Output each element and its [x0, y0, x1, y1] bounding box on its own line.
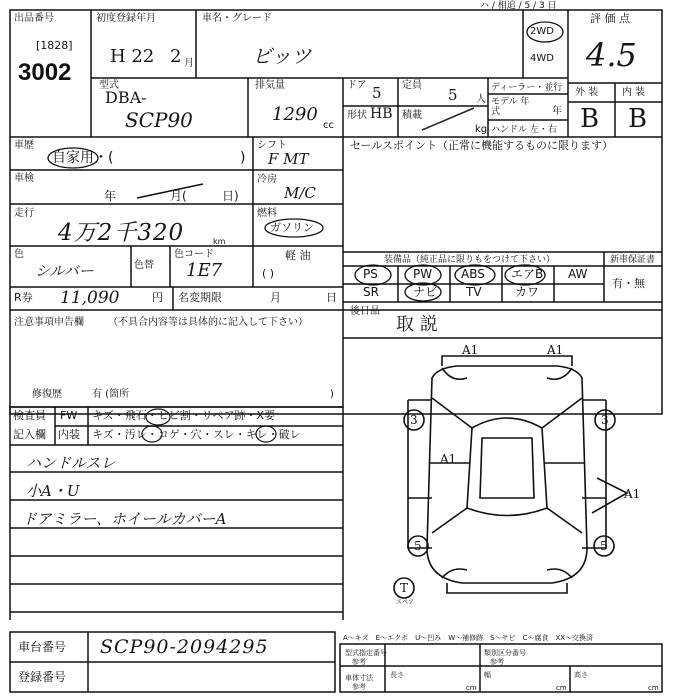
- registration-era-year: H 22: [110, 46, 155, 67]
- drive-2wd: 2WD: [530, 26, 554, 37]
- fuel-paren: ( ): [262, 267, 275, 280]
- mark-5-right: 5: [600, 539, 608, 553]
- lot-sub-number: [1828]: [36, 39, 73, 52]
- handle-label: ハンドル 左・右: [491, 125, 557, 135]
- inspector-circles: [90, 405, 350, 445]
- class-note: 類別区分番号: [484, 649, 526, 657]
- notes-label: 注意事項申告欄: [14, 317, 84, 328]
- vehicle-name: ビッツ: [252, 44, 312, 68]
- ac-label: 冷房: [257, 174, 277, 185]
- drive-circle: [525, 20, 565, 44]
- model-label: 型式: [99, 80, 119, 91]
- model-note: 型式指定番号: [345, 649, 387, 657]
- history-label: 車歴: [14, 140, 34, 151]
- displacement-label: 排気量: [255, 80, 285, 91]
- mark-a1-front-left: A1: [462, 343, 479, 357]
- mark-a1-hood: A1: [440, 452, 457, 466]
- vehicle-name-label: 車名・グレード: [202, 13, 272, 24]
- mileage-label: 走行: [14, 208, 34, 219]
- dims-length-cm: cm: [466, 684, 477, 692]
- equipment-circles: [345, 262, 605, 312]
- repair-close: ): [330, 389, 334, 400]
- model-line1: DBA-: [105, 88, 147, 107]
- history-circle: [46, 146, 100, 170]
- dims-ref: 参考: [352, 683, 366, 691]
- equip-leather: カワ: [515, 285, 540, 299]
- note-line-1: ハンドルスレ: [26, 454, 116, 472]
- note-line-2: 小A・U: [26, 482, 80, 500]
- color-value: シルバー: [35, 262, 94, 280]
- mark-t-spare: T: [400, 581, 409, 595]
- equip-ps: PS: [363, 267, 378, 281]
- mark-3-right: 3: [601, 413, 609, 427]
- load-label: 積載: [402, 110, 422, 121]
- displacement: 1290: [272, 104, 318, 125]
- dims-label: 車体寸法: [345, 674, 373, 682]
- displacement-unit: cc: [323, 120, 334, 131]
- lot-number: 3002: [18, 59, 72, 86]
- equip-airbag: エアB: [511, 267, 544, 281]
- year-unit: 年: [552, 106, 562, 117]
- notes-instruction: （不具合内容等は具体的に記入して下さい）: [108, 317, 308, 328]
- dims-width: 幅: [484, 671, 491, 679]
- name-change-month: 月: [270, 291, 281, 304]
- repair-label: 修復歴: [32, 389, 62, 400]
- color-change-label: 色替: [134, 260, 154, 271]
- interior-label: 内 装: [622, 87, 646, 98]
- shape: HB: [370, 106, 393, 122]
- inspector-row1-text: キズ・飛石・ヒビ割・リペア跡・X要: [92, 409, 276, 422]
- inspector-label-2: 記入欄: [13, 428, 46, 441]
- history-text: 自家用・(: [52, 150, 114, 166]
- recycle-label: R券: [14, 291, 33, 304]
- model-line2: SCP90: [125, 108, 193, 132]
- mark-a1-right: A1: [624, 487, 641, 501]
- plate-label: 登録番号: [18, 670, 67, 684]
- inspector-row2-key: 内装: [58, 428, 80, 441]
- model-year-label: モデル 年式: [491, 97, 530, 117]
- after-items-value: 取 説: [396, 314, 438, 335]
- inspection-month-unit: 月(: [170, 189, 187, 203]
- inspection-year-unit: 年: [104, 189, 117, 203]
- exterior-label: 外 装: [575, 87, 599, 98]
- equip-pw: PW: [413, 267, 433, 281]
- doors: 5: [372, 84, 382, 102]
- mileage-value: 4万2千320: [58, 220, 185, 246]
- top-strip: ハ / 相追 / 5 / 3 日: [480, 1, 557, 11]
- dims-height: 高さ: [574, 671, 588, 679]
- damage-legend: A～キズ E～エクボ U～凹み W～補修跡 S～サビ C～腐食 XX～交換済: [343, 634, 594, 642]
- dealer-label: ディーラー・並行: [491, 83, 563, 93]
- exterior-grade: B: [580, 104, 600, 134]
- mark-spare-label: スペア: [396, 599, 415, 606]
- fuel-circle: [263, 217, 325, 239]
- doors-label: ドア: [347, 80, 367, 91]
- equip-sr: SR: [363, 285, 379, 299]
- inspector-row2-text: キズ・汚レ・コゲ・穴・スレ・キレ・破レ: [92, 428, 301, 441]
- chassis-label: 車台番号: [18, 640, 67, 654]
- mark-3-left: 3: [410, 413, 418, 427]
- color-code-label: 色コード: [174, 249, 214, 260]
- recycle-value: 11,090: [60, 288, 120, 308]
- sales-point-label: セールスポイント（正常に機能するものに限ります）: [350, 139, 614, 152]
- warranty-value: 有・無: [612, 277, 645, 290]
- inspection-label: 車検: [14, 173, 34, 184]
- inspector-row1-key: FW: [60, 409, 78, 422]
- capacity-unit: 人: [476, 94, 486, 105]
- inspection-strike: [135, 182, 205, 202]
- mileage-unit: km: [213, 237, 226, 246]
- grade-score: 4.5: [586, 36, 637, 74]
- color-code: 1E7: [186, 260, 223, 281]
- equip-tv: TV: [466, 285, 482, 299]
- recycle-unit: 円: [152, 291, 163, 304]
- chassis-value: SCP90-2094295: [100, 636, 269, 658]
- mark-a1-front-right: A1: [547, 343, 564, 357]
- model-note-ref: 参考: [352, 658, 366, 666]
- equipment-label: 装備品（純正品に限りもをつけて下さい）: [384, 255, 556, 265]
- load-dash: [418, 104, 478, 134]
- fuel-gasoline: ガソリン: [270, 221, 314, 234]
- ac-value: M/C: [284, 184, 316, 202]
- grade-label: 評 価 点: [590, 12, 630, 25]
- class-note-ref: 参考: [490, 658, 504, 666]
- equip-aw: AW: [568, 267, 588, 281]
- lot-label: 出品番号: [14, 13, 54, 24]
- load-unit: kg: [475, 124, 488, 135]
- capacity-label: 定員: [402, 80, 422, 91]
- car-damage-diagram: [352, 338, 662, 606]
- shape-label: 形状: [347, 110, 367, 121]
- fuel-label: 燃料: [257, 208, 277, 219]
- interior-grade: B: [628, 104, 648, 134]
- dims-length: 長さ: [390, 671, 404, 679]
- note-line-3: ドアミラー、ホイールカバーA: [22, 510, 227, 528]
- inspection-day-unit: 日): [222, 189, 239, 203]
- after-items-label: 後日品: [350, 306, 380, 317]
- equip-navi: ナビ: [413, 285, 438, 299]
- drive-4wd: 4WD: [530, 53, 554, 64]
- registration-month: 2: [170, 46, 182, 67]
- capacity: 5: [448, 86, 458, 104]
- repair-value: 有 (箇所: [92, 389, 130, 400]
- registration-month-unit: 月: [184, 58, 194, 69]
- dims-width-cm: cm: [556, 684, 567, 692]
- fuel-diesel: 軽 油: [285, 249, 311, 262]
- mark-5-left: 5: [414, 539, 422, 553]
- name-change-day: 日: [326, 291, 337, 304]
- shift-label: シフト: [257, 140, 287, 151]
- inspector-label-1: 検査員: [13, 409, 46, 422]
- color-label: 色: [14, 249, 24, 260]
- warranty-label: 新車保証書: [610, 255, 656, 265]
- dims-height-cm: cm: [648, 684, 659, 692]
- name-change-label: 名変期限: [178, 291, 222, 304]
- registration-label: 初度登録年月: [96, 13, 156, 24]
- equip-abs: ABS: [461, 267, 485, 281]
- history-close: ): [240, 150, 246, 166]
- shift-value: F MT: [268, 150, 309, 168]
